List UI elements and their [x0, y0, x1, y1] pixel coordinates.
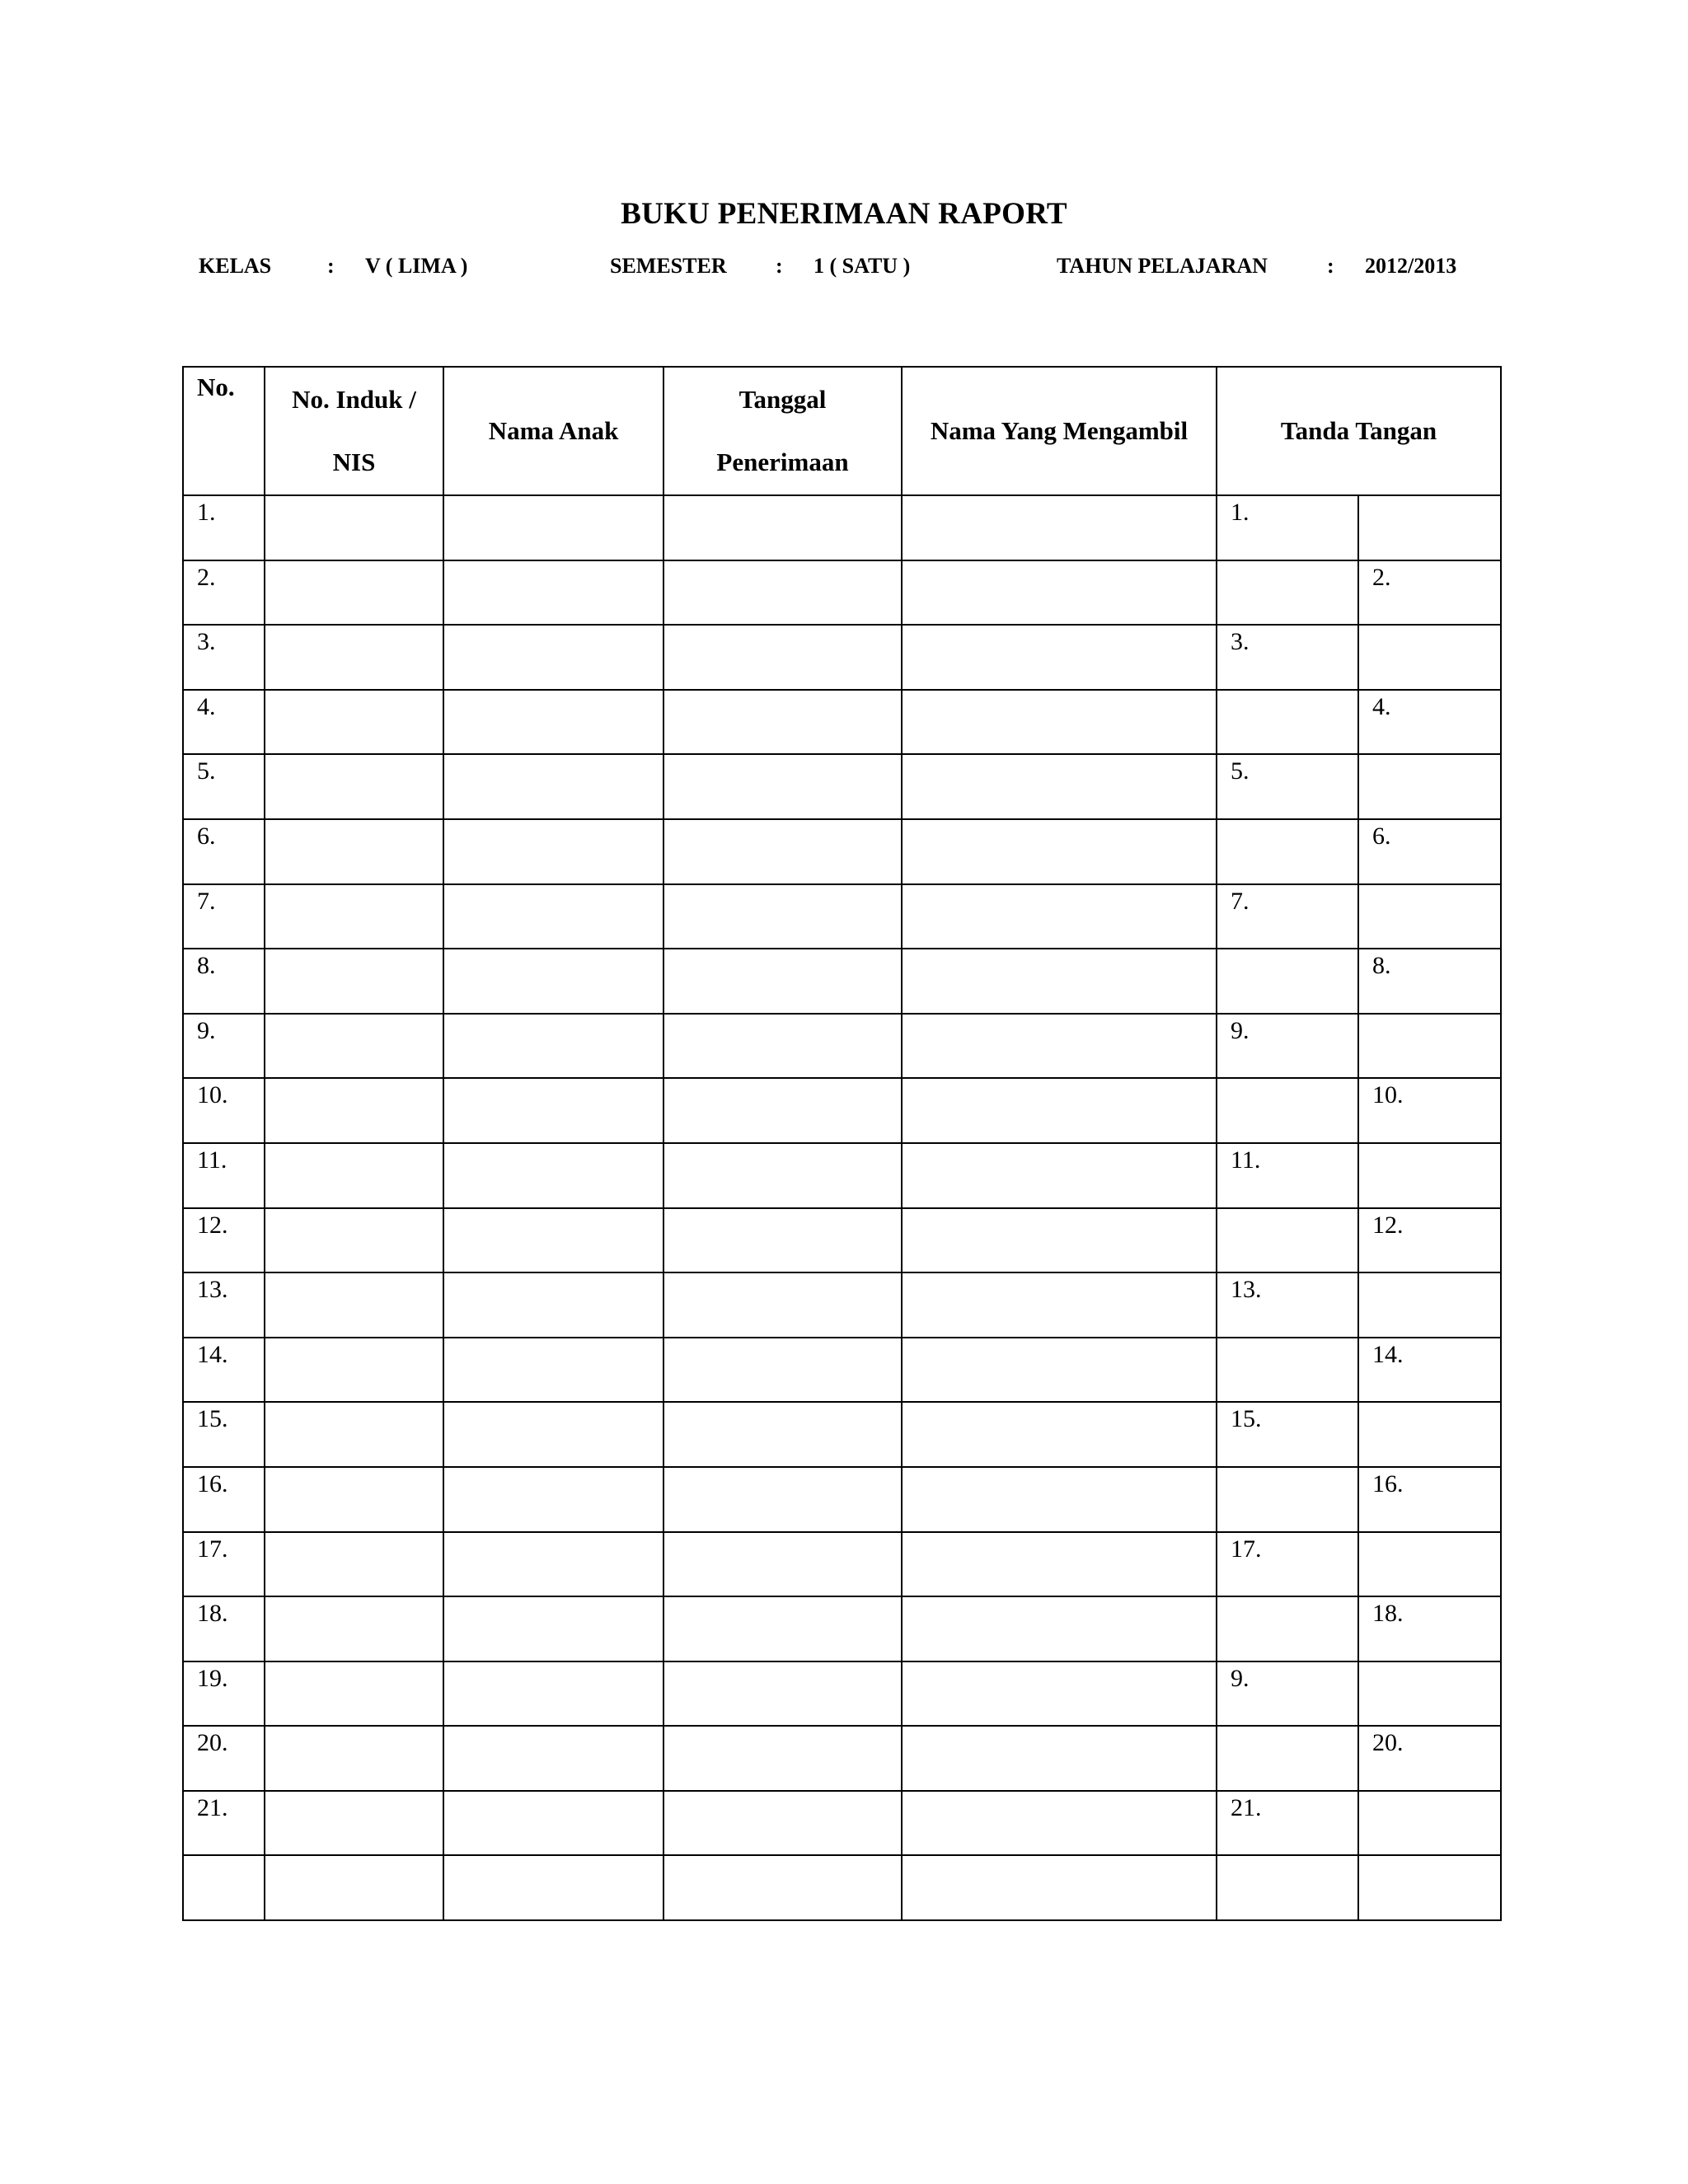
table-row: [183, 1014, 1501, 1079]
table-row: [183, 949, 1501, 1014]
nama-yang-mengambil-cell: [902, 1791, 1217, 1856]
row-number-cell: 20.: [183, 1726, 265, 1791]
nama-yang-mengambil-cell: [902, 560, 1217, 626]
no-induk-cell: [265, 1272, 443, 1338]
tanda-tangan-right-cell: [1358, 1791, 1501, 1856]
row-number-cell: 21.: [183, 1791, 265, 1856]
tanda-tangan-right-cell: [1358, 1855, 1501, 1920]
no-induk-cell: [265, 1402, 443, 1467]
nama-yang-mengambil-cell: [902, 1143, 1217, 1208]
nama-yang-mengambil-cell: [902, 1338, 1217, 1403]
tahun-pelajaran-label: TAHUN PELAJARAN: [1057, 254, 1268, 278]
nama-anak-cell: [443, 1078, 663, 1143]
nama-anak-cell: [443, 1661, 663, 1727]
tanda-tangan-right-cell: [1358, 754, 1501, 819]
document-title: BUKU PENERIMAAN RAPORT: [621, 197, 1067, 231]
nama-anak-cell: [443, 1338, 663, 1403]
no-induk-cell: [265, 1791, 443, 1856]
no-induk-cell: [265, 1532, 443, 1597]
tanda-tangan-left-cell: [1217, 1338, 1358, 1403]
nama-yang-mengambil-cell: [902, 1726, 1217, 1791]
semester-value: 1 ( SATU ): [814, 254, 911, 278]
tanda-tangan-left-cell: 9.: [1217, 1014, 1358, 1079]
nama-yang-mengambil-cell: [902, 1661, 1217, 1727]
tahun-pelajaran-value: 2012/2013: [1365, 254, 1457, 278]
table-header-row: [183, 367, 1501, 495]
header-no-induk-line2: NIS: [332, 448, 376, 476]
tanggal-penerimaan-cell: [663, 1338, 902, 1403]
nama-yang-mengambil-cell: [902, 754, 1217, 819]
no-induk-cell: [265, 1078, 443, 1143]
no-induk-cell: [265, 949, 443, 1014]
tanggal-penerimaan-cell: [663, 560, 902, 626]
tanda-tangan-right-cell: 14.: [1358, 1338, 1501, 1403]
nama-yang-mengambil-cell: [902, 1272, 1217, 1338]
row-number-cell: 11.: [183, 1143, 265, 1208]
row-number-cell: 10.: [183, 1078, 265, 1143]
no-induk-cell: [265, 1014, 443, 1079]
nama-anak-cell: [443, 1467, 663, 1532]
tanda-tangan-left-cell: [1217, 819, 1358, 884]
tanda-tangan-left-cell: 9.: [1217, 1661, 1358, 1727]
tanggal-penerimaan-cell: [663, 495, 902, 560]
no-induk-cell: [265, 884, 443, 949]
row-number-cell: 17.: [183, 1532, 265, 1597]
tanggal-penerimaan-cell: [663, 690, 902, 755]
nama-yang-mengambil-cell: [902, 884, 1217, 949]
tanda-tangan-right-cell: 20.: [1358, 1726, 1501, 1791]
nama-yang-mengambil-cell: [902, 495, 1217, 560]
tanda-tangan-right-cell: 10.: [1358, 1078, 1501, 1143]
no-induk-cell: [265, 495, 443, 560]
no-induk-cell: [265, 1467, 443, 1532]
kelas-value: V ( LIMA ): [365, 254, 468, 278]
tanda-tangan-left-cell: 11.: [1217, 1143, 1358, 1208]
tahun-pelajaran-separator: :: [1327, 254, 1334, 278]
row-number-cell: 15.: [183, 1402, 265, 1467]
header-no: No.: [183, 367, 265, 495]
row-number-cell: 7.: [183, 884, 265, 949]
row-number-cell: 14.: [183, 1338, 265, 1403]
nama-anak-cell: [443, 495, 663, 560]
semester-separator: :: [776, 254, 783, 278]
nama-yang-mengambil-cell: [902, 1208, 1217, 1273]
nama-anak-cell: [443, 949, 663, 1014]
no-induk-cell: [265, 625, 443, 690]
tanda-tangan-right-cell: 4.: [1358, 690, 1501, 755]
row-number-cell: 4.: [183, 690, 265, 755]
row-number-cell: 19.: [183, 1661, 265, 1727]
nama-anak-cell: [443, 1855, 663, 1920]
header-no-induk-line1: No. Induk /: [292, 385, 416, 414]
nama-anak-cell: [443, 884, 663, 949]
row-number-cell: 13.: [183, 1272, 265, 1338]
nama-anak-cell: [443, 1532, 663, 1597]
row-number-cell: 12.: [183, 1208, 265, 1273]
nama-anak-cell: [443, 625, 663, 690]
nama-anak-cell: [443, 1726, 663, 1791]
row-number-cell: 8.: [183, 949, 265, 1014]
row-number-cell: 6.: [183, 819, 265, 884]
nama-yang-mengambil-cell: [902, 1596, 1217, 1661]
row-number-cell: 9.: [183, 1014, 265, 1079]
nama-yang-mengambil-cell: [902, 1532, 1217, 1597]
table-row: [183, 1661, 1501, 1727]
tanda-tangan-right-cell: [1358, 1143, 1501, 1208]
tanda-tangan-right-cell: [1358, 1532, 1501, 1597]
row-number-cell: 16.: [183, 1467, 265, 1532]
tanggal-penerimaan-cell: [663, 1855, 902, 1920]
table-row: [183, 1791, 1501, 1856]
tanda-tangan-left-cell: [1217, 1855, 1358, 1920]
tanggal-penerimaan-cell: [663, 1661, 902, 1727]
nama-anak-cell: [443, 1014, 663, 1079]
header-no-induk-nis: [265, 367, 443, 495]
table-row: [183, 754, 1501, 819]
tanggal-penerimaan-cell: [663, 1467, 902, 1532]
table-row: [183, 1532, 1501, 1597]
nama-anak-cell: [443, 560, 663, 626]
tanda-tangan-right-cell: [1358, 884, 1501, 949]
tanda-tangan-right-cell: [1358, 1402, 1501, 1467]
kelas-separator: :: [327, 254, 335, 278]
row-number-cell: 1.: [183, 495, 265, 560]
table-row: [183, 625, 1501, 690]
row-number-cell: 18.: [183, 1596, 265, 1661]
semester-label: SEMESTER: [610, 254, 727, 278]
tanda-tangan-left-cell: [1217, 560, 1358, 626]
tanda-tangan-left-cell: 1.: [1217, 495, 1358, 560]
tanda-tangan-left-cell: [1217, 1596, 1358, 1661]
tanda-tangan-right-cell: 18.: [1358, 1596, 1501, 1661]
table-row: [183, 560, 1501, 626]
no-induk-cell: [265, 1596, 443, 1661]
no-induk-cell: [265, 754, 443, 819]
nama-anak-cell: [443, 1402, 663, 1467]
nama-anak-cell: [443, 1208, 663, 1273]
tanggal-penerimaan-cell: [663, 819, 902, 884]
nama-yang-mengambil-cell: [902, 1078, 1217, 1143]
nama-yang-mengambil-cell: [902, 1014, 1217, 1079]
tanda-tangan-right-cell: 2.: [1358, 560, 1501, 626]
no-induk-cell: [265, 690, 443, 755]
tanggal-penerimaan-cell: [663, 949, 902, 1014]
table-row: [183, 1596, 1501, 1661]
tanda-tangan-left-cell: [1217, 1467, 1358, 1532]
tanggal-penerimaan-cell: [663, 625, 902, 690]
tanda-tangan-left-cell: 21.: [1217, 1791, 1358, 1856]
receipt-table: [182, 366, 1502, 1921]
tanda-tangan-left-cell: 3.: [1217, 625, 1358, 690]
nama-anak-cell: [443, 754, 663, 819]
row-number-cell: 2.: [183, 560, 265, 626]
tanda-tangan-right-cell: 8.: [1358, 949, 1501, 1014]
table-row: [183, 690, 1501, 755]
table-row: [183, 1338, 1501, 1403]
tanggal-penerimaan-cell: [663, 1272, 902, 1338]
tanda-tangan-right-cell: 6.: [1358, 819, 1501, 884]
nama-yang-mengambil-cell: [902, 1467, 1217, 1532]
header-nama-yang-mengambil: Nama Yang Mengambil: [902, 367, 1217, 495]
tanggal-penerimaan-cell: [663, 1596, 902, 1661]
header-tanggal-line1: Tanggal: [738, 385, 827, 414]
tanda-tangan-left-cell: 13.: [1217, 1272, 1358, 1338]
table-row: [183, 495, 1501, 560]
tanggal-penerimaan-cell: [663, 1532, 902, 1597]
no-induk-cell: [265, 1726, 443, 1791]
tanda-tangan-right-cell: [1358, 1272, 1501, 1338]
kelas-label: KELAS: [199, 254, 272, 278]
header-nama-anak: Nama Anak: [443, 367, 663, 495]
table-row: [183, 1467, 1501, 1532]
tanggal-penerimaan-cell: [663, 1791, 902, 1856]
row-number-cell: 3.: [183, 625, 265, 690]
tanda-tangan-left-cell: [1217, 690, 1358, 755]
tanggal-penerimaan-cell: [663, 1208, 902, 1273]
table-row: [183, 884, 1501, 949]
tanggal-penerimaan-cell: [663, 884, 902, 949]
table-row: [183, 1855, 1501, 1920]
tanda-tangan-left-cell: 17.: [1217, 1532, 1358, 1597]
nama-anak-cell: [443, 819, 663, 884]
tanggal-penerimaan-cell: [663, 1402, 902, 1467]
tanggal-penerimaan-cell: [663, 1078, 902, 1143]
tanda-tangan-right-cell: [1358, 1014, 1501, 1079]
table-row: [183, 819, 1501, 884]
tanda-tangan-right-cell: 16.: [1358, 1467, 1501, 1532]
header-tanggal-penerimaan: [663, 367, 902, 495]
no-induk-cell: [265, 1143, 443, 1208]
nama-anak-cell: [443, 1272, 663, 1338]
tanggal-penerimaan-cell: [663, 1143, 902, 1208]
header-tanggal-line2: Penerimaan: [716, 448, 849, 476]
no-induk-cell: [265, 1208, 443, 1273]
no-induk-cell: [265, 1338, 443, 1403]
tanda-tangan-right-cell: [1358, 495, 1501, 560]
tanda-tangan-left-cell: [1217, 1078, 1358, 1143]
nama-yang-mengambil-cell: [902, 625, 1217, 690]
table-row: [183, 1272, 1501, 1338]
tanda-tangan-left-cell: [1217, 1726, 1358, 1791]
nama-yang-mengambil-cell: [902, 1855, 1217, 1920]
no-induk-cell: [265, 560, 443, 626]
row-number-cell: 5.: [183, 754, 265, 819]
tanda-tangan-right-cell: 12.: [1358, 1208, 1501, 1273]
no-induk-cell: [265, 1855, 443, 1920]
nama-yang-mengambil-cell: [902, 690, 1217, 755]
table-row: [183, 1402, 1501, 1467]
table-row: [183, 1143, 1501, 1208]
row-number-cell: [183, 1855, 265, 1920]
tanggal-penerimaan-cell: [663, 1014, 902, 1079]
nama-anak-cell: [443, 690, 663, 755]
no-induk-cell: [265, 819, 443, 884]
tanda-tangan-left-cell: 7.: [1217, 884, 1358, 949]
header-tanda-tangan: Tanda Tangan: [1217, 367, 1501, 495]
tanda-tangan-left-cell: 15.: [1217, 1402, 1358, 1467]
tanda-tangan-left-cell: 5.: [1217, 754, 1358, 819]
tanda-tangan-right-cell: [1358, 625, 1501, 690]
tanggal-penerimaan-cell: [663, 754, 902, 819]
tanda-tangan-left-cell: [1217, 1208, 1358, 1273]
nama-anak-cell: [443, 1596, 663, 1661]
table-body: [183, 495, 1501, 1920]
tanda-tangan-left-cell: [1217, 949, 1358, 1014]
nama-yang-mengambil-cell: [902, 949, 1217, 1014]
nama-anak-cell: [443, 1143, 663, 1208]
nama-anak-cell: [443, 1791, 663, 1856]
nama-yang-mengambil-cell: [902, 819, 1217, 884]
tanggal-penerimaan-cell: [663, 1726, 902, 1791]
table-row: [183, 1208, 1501, 1273]
tanda-tangan-right-cell: [1358, 1661, 1501, 1727]
table-row: [183, 1726, 1501, 1791]
no-induk-cell: [265, 1661, 443, 1727]
table-row: [183, 1078, 1501, 1143]
nama-yang-mengambil-cell: [902, 1402, 1217, 1467]
